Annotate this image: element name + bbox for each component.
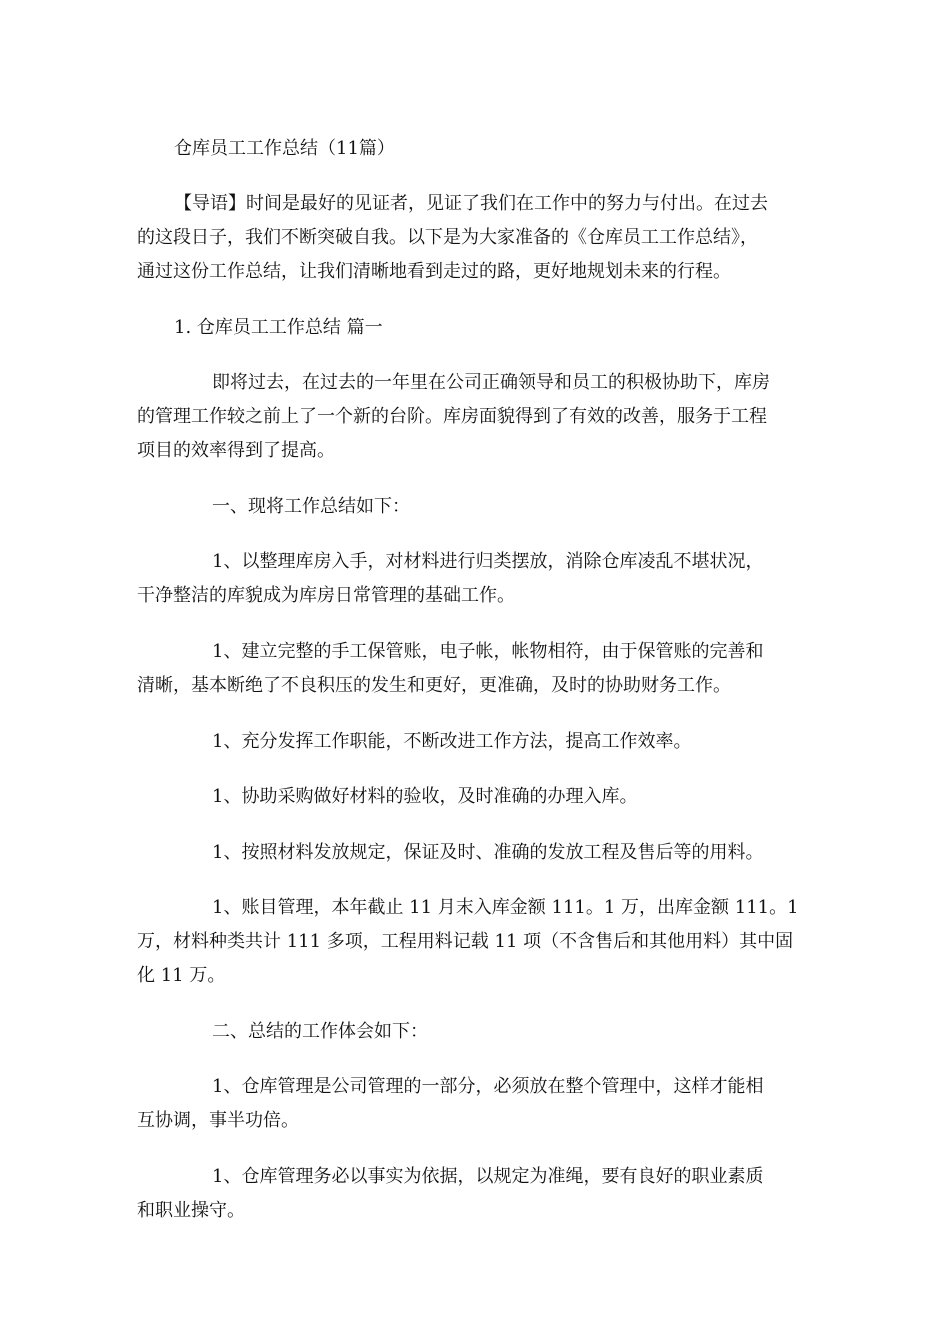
experience-item-2-line-1: 1、仓库管理务必以事实为依据，以规定为准绳，要有良好的职业素质 [212, 1166, 764, 1187]
experience-item-2-line-2: 和职业操守。 [137, 1200, 245, 1221]
list-item-6-line-1: 1、账目管理，本年截止 11 月末入库金额 111。1 万，出库金额 111。1 [212, 897, 799, 918]
list-item-6-line-3: 化 11 万。 [137, 965, 226, 986]
subheading-1: 一、现将工作总结如下： [212, 496, 410, 517]
section-heading: 1. 仓库员工工作总结 篇一 [174, 317, 383, 338]
list-item-2-line-1: 1、建立完整的手工保管账，电子帐，帐物相符，由于保管账的完善和 [212, 641, 764, 662]
experience-item-1-line-1: 1、仓库管理是公司管理的一部分，必须放在整个管理中，这样才能相 [212, 1076, 764, 1097]
list-item-6-line-2: 万，材料种类共计 111 多项，工程用料记载 11 项（不含售后和其他用料）其中固 [137, 931, 794, 952]
paragraph-1-line-1: 即将过去，在过去的一年里在公司正确领导和员工的积极协助下，库房 [212, 372, 770, 393]
intro-line-3: 通过这份工作总结，让我们清晰地看到走过的路，更好地规划未来的行程。 [137, 261, 731, 282]
intro-line-2: 的这段日子，我们不断突破自我。以下是为大家准备的《仓库员工工作总结》， [137, 227, 758, 248]
list-item-1-line-1: 1、以整理库房入手，对材料进行归类摆放，消除仓库凌乱不堪状况， [212, 551, 764, 572]
subheading-2: 二、总结的工作体会如下： [212, 1021, 428, 1042]
intro-line-1: 【导语】时间是最好的见证者，见证了我们在工作中的努力与付出。在过去 [174, 193, 768, 214]
paragraph-1-line-2: 的管理工作较之前上了一个新的台阶。库房面貌得到了有效的改善，服务于工程 [137, 406, 767, 427]
list-item-2-line-2: 清晰，基本断绝了不良积压的发生和更好，更准确，及时的协助财务工作。 [137, 675, 731, 696]
list-item-1-line-2: 干净整洁的库貌成为库房日常管理的基础工作。 [137, 585, 515, 606]
document-title: 仓库员工工作总结（11篇） [174, 138, 395, 159]
experience-item-1-line-2: 互协调，事半功倍。 [137, 1110, 299, 1131]
list-item-4: 1、协助采购做好材料的验收，及时准确的办理入库。 [212, 786, 638, 807]
list-item-3: 1、充分发挥工作职能，不断改进工作方法，提高工作效率。 [212, 731, 692, 752]
list-item-5: 1、按照材料发放规定，保证及时、准确的发放工程及售后等的用料。 [212, 842, 764, 863]
paragraph-1-line-3: 项目的效率得到了提高。 [137, 440, 335, 461]
